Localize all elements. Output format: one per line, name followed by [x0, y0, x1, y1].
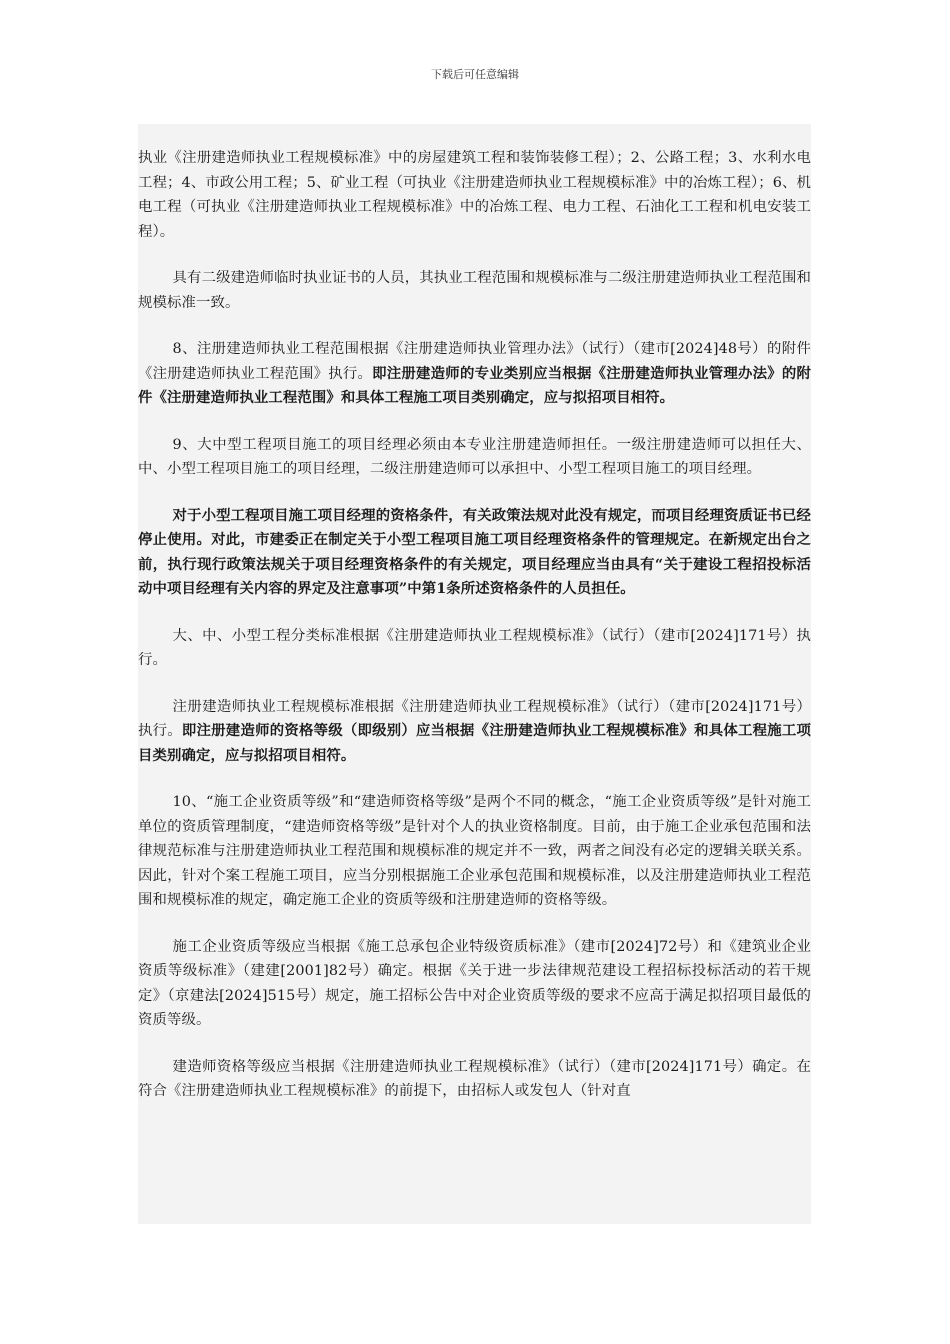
paragraph-text: 10、“施工企业资质等级”和“建造师资格等级”是两个不同的概念，“施工企业资质等级”是针对施工单位的资质管理制度，“建造师资格等级”是针对个人的执业资格制度。目前，由于施工企业承包范围和法律规范标准与注册建造师执业工程范围和规模标准的规定并不一致，两者之间没有必定的逻辑关联关系。因此，针对个案工程施工项目，应当分别根据施工企业承包范围和规模标准，以及注册建造师执业工程范围和规模标准的规定，确定施工企业的资质等级和注册建造师的资格等级。	[138, 794, 811, 908]
paragraph-5	[138, 504, 811, 602]
paragraph-8	[138, 790, 811, 913]
paragraph-6	[138, 624, 811, 673]
paragraph-9	[138, 935, 811, 1033]
paragraph-bold-text: 即注册建造师的专业类别应当根据《注册建造师执业管理办法》的附件《注册建造师执业工程范围》和具体工程施工项目类别确定，应与拟招项目相符。	[138, 364, 811, 406]
paragraph-2	[138, 266, 811, 315]
paragraph-1	[138, 124, 811, 244]
paragraph-text: 8、注册建造师执业工程范围根据《注册建造师执业管理办法》（试行）（建市[2024]48号）的附件《注册建造师执业工程范围》执行。	[138, 341, 811, 382]
paragraph-text: 具有二级建造师临时执业证书的人员，其执业工程范围和规模标准与二级注册建造师执业工程范围和规模标准一致。	[138, 270, 811, 311]
paragraph-3	[138, 337, 811, 411]
document-body	[138, 124, 811, 1224]
paragraph-text: 执业《注册建造师执业工程规模标准》中的房屋建筑工程和装饰装修工程）；2、公路工程；3、水利水电工程；4、市政公用工程；5、矿业工程（可执业《注册建造师执业工程规模标准》中的冶炼工程）；6、机电工程（可执业《注册建造师执业工程规模标准》中的冶炼工程、电力工程、石油化工工程和机电安装工程）。	[138, 150, 811, 240]
paragraph-text: 建造师资格等级应当根据《注册建造师执业工程规模标准》（试行）（建市[2024]171号）确定。在符合《注册建造师执业工程规模标准》的前提下，由招标人或发包人（针对直	[138, 1058, 811, 1099]
paragraph-7	[138, 695, 811, 769]
paragraph-4	[138, 433, 811, 482]
page-header: 下载后可任意编辑	[431, 68, 519, 81]
paragraph-text: 注册建造师执业工程规模标准根据《注册建造师执业工程规模标准》（试行）（建市[2024]171号）执行。	[138, 698, 811, 739]
paragraph-text: 大、中、小型工程分类标准根据《注册建造师执业工程规模标准》（试行）（建市[2024]171号）执行。	[138, 627, 811, 668]
paragraph-text: 施工企业资质等级应当根据《施工总承包企业特级资质标准》（建市[2024]72号）和《建筑业企业资质等级标准》（建建[2001]82号）确定。根据《关于进一步法律规范建设工程招标投标活动的若干规定》（京建法[2024]515号）规定，施工招标公告中对企业资质等级的要求不应高于满足拟招项目最低的资质等级。	[138, 938, 811, 1028]
paragraph-bold-text: 对于小型工程项目施工项目经理的资格条件，有关政策法规对此没有规定，而项目经理资质证书已经停止使用。对此，市建委正在制定关于小型工程项目施工项目经理资格条件的管理规定。在新规定出台之前，执行现行政策法规关于项目经理资格条件的有关规定，项目经理应当由具有“关于建设工程招投标活动中项目经理有关内容的界定及注意事项”中第1条所述资格条件的人员担任。	[138, 506, 811, 597]
paragraph-text: 9、大中型工程项目施工的项目经理必须由本专业注册建造师担任。一级注册建造师可以担任大、中、小型工程项目施工的项目经理，二级注册建造师可以承担中、小型工程项目施工的项目经理。	[138, 436, 811, 477]
paragraph-bold-text: 即注册建造师的资格等级（即级别）应当根据《注册建造师执业工程规模标准》和具体工程施工项目类别确定，应与拟招项目相符。	[138, 722, 811, 764]
paragraph-10	[138, 1055, 811, 1104]
